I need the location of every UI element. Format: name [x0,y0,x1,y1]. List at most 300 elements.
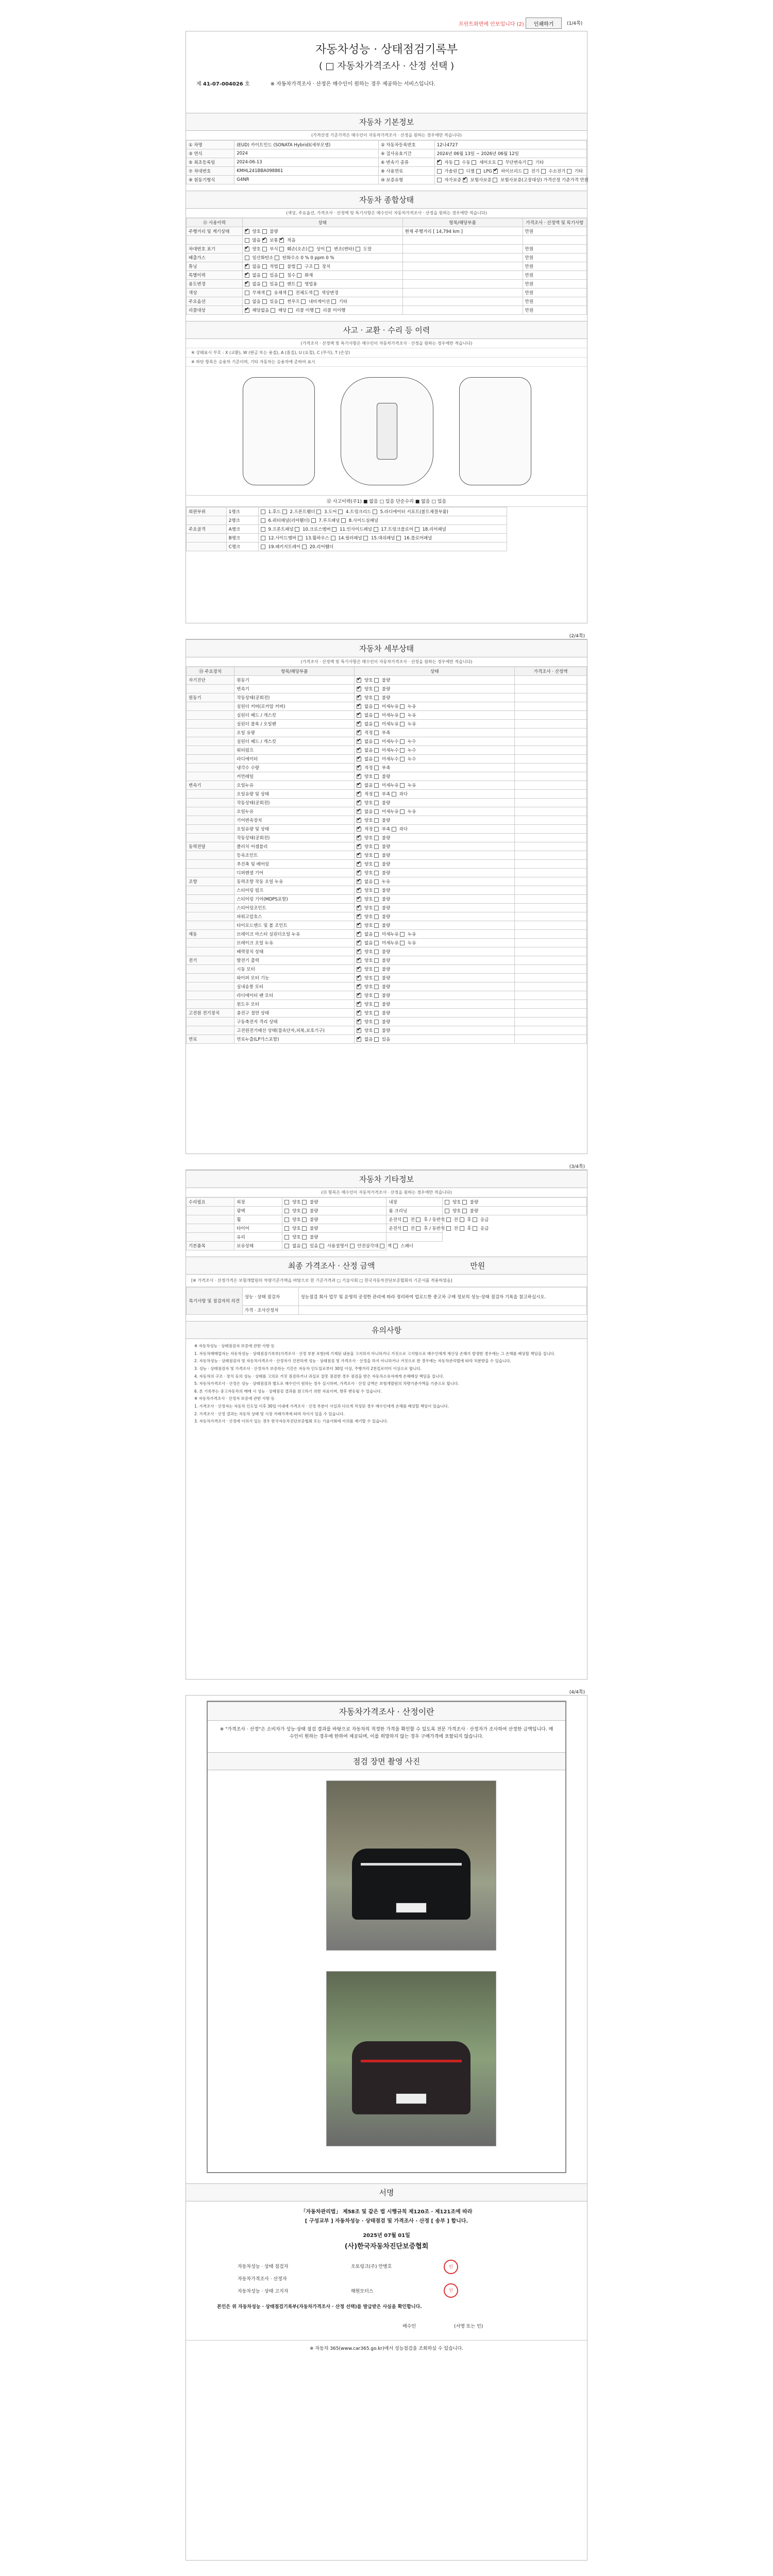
detail-status-row-cell: ✔ 없음 있음 [355,1035,515,1044]
detail-status-row-cell: ✔ 양호 불량 [355,842,515,851]
unchecked-box [245,291,249,295]
unchecked-box [374,950,379,954]
detail-status-row-cell [187,869,234,877]
basic-info-row-cell: ⑦ 차대번호 [187,167,234,176]
other-info-row-cell: 휠 [234,1215,282,1224]
frame-damage-row-cell: 외판부위 [187,507,227,516]
general-status-row-cell: 많음 ✔ 보통 ✔ 적음 [242,236,402,245]
detail-status-row-cell: 클러치 어셈블리 [234,842,355,851]
frame-damage-row-cell [187,543,227,551]
detail-status-row-cell: 연료 [187,1035,234,1044]
detail-status-row-cell: ✔ 없음 미세누유 누유 [355,807,515,816]
detail-status-row-cell: ✔ 양호 불량 [355,693,515,702]
unchecked-box [400,739,405,744]
detail-status-row-cell [187,737,234,746]
caution-line: 5. 자동차가격조사 · 산정은 성능 · 상태점검과 별도로 매수인이 원하는 경우 실시하며, 가격조사 · 산정 금액은 보험개발원의 차량기준가액을 기준으로 합니다. [194,1381,459,1386]
detail-status-row-cell: 변속기 [234,685,355,693]
detail-status-row-cell [515,807,587,816]
detail-status-row-cell [187,755,234,764]
detail-status-row [187,860,587,869]
detail-status-row-cell: 라디에이터 팬 모터 [234,991,355,1000]
photo-area [208,1770,565,2172]
guide-title: 자동차가격조사 · 산정이란 [208,1702,565,1721]
detail-status-row-cell: 디퍼렌셜 기어 [234,869,355,877]
checked-box [357,696,361,700]
frame-damage-row-cell: 1.후드 2.프론트휀더 3.도어 4.트렁크리드 5.라디에이터 서포트(볼트체결부품) [258,507,507,516]
detail-status-row-cell [187,982,234,991]
caution-line: 6. 본 기록부는 중고자동차의 매매 시 성능 · 상태점검 결과를 참고하기 위한 자료이며, 향후 변동될 수 있습니다. [194,1388,382,1394]
other-info-row [187,1207,587,1215]
detail-status-note: (가격조사 · 산정액 및 특기사항은 매수인이 자동차가격조사 · 산정을 원하는 경우에만 적습니다) [186,657,587,667]
other-info-row-cell: 양호 불량 [443,1198,587,1207]
unchecked-box [473,1226,477,1231]
detail-status-row-cell [515,947,587,956]
general-status-row-cell: 만원 [523,289,586,297]
unchecked-box [400,722,405,726]
detail-status-row-cell: 시동 모터 [234,965,355,974]
unchecked-box [476,169,481,174]
detail-status-row-cell: ✔ 양호 불량 [355,912,515,921]
general-status-row-cell [402,271,523,280]
sign-date: 2025년 07월 01일 [363,2232,410,2239]
detail-status-row-cell: 자기진단 [187,676,234,685]
buyer-sign: (서명 또는 인) [454,2324,483,2330]
detail-status-row-cell [187,807,234,816]
detail-status-row [187,1026,587,1035]
detail-status-row-cell [187,816,234,825]
detail-status-row [187,904,587,912]
general-status-row-cell: ✔ 없음 적법 불법 구조 장치 [242,262,402,271]
checked-box [245,247,249,251]
unchecked-box [314,291,318,295]
unchecked-box [374,722,379,726]
detail-status-row-cell [187,886,234,895]
other-info-row [187,1233,587,1242]
accident-history-note: (가격조사 · 산정액 및 특기사항은 매수인이 자동차가격조사 · 산정을 원하는 경우에만 적습니다) [186,339,587,348]
detail-status-row-cell: 원동기 [187,693,234,702]
detail-status-row-cell: 실린더 커버(로커암 커버) [234,702,355,711]
unchecked-box [460,1217,464,1222]
unchecked-box [374,687,379,691]
footer-note: ※ 자동차 365(www.car365.go.kr)에서 성능점검을 조회하실 수 있습니다. [186,2340,587,2355]
general-status-row-cell [402,245,523,253]
general-status-row [187,306,587,315]
detail-status-row-cell [187,921,234,930]
receiver-text: 본인은 위 자동차성능 · 상태점검기록부(자동차가격조사 · 산정 선택)를 발급받은 사실을 확인합니다. [217,2304,422,2310]
doc-warning: ※ 자동차가격조사 · 산정은 매수인이 원하는 경우 제공하는 서비스입니다. [270,81,435,87]
unchecked-box [374,888,379,893]
unchecked-box [392,792,396,796]
detail-status-row [187,1009,587,1018]
opinion-table [186,1287,587,1315]
other-info-row-cell: 기본품목 [187,1242,234,1250]
detail-status-row [187,842,587,851]
unchecked-box [279,247,284,251]
unchecked-box [311,518,316,523]
unchecked-box [374,774,379,779]
detail-status-row-cell [187,790,234,799]
seller-stamp: 인 [444,2283,458,2298]
detail-status-row [187,965,587,974]
basic-info-row-cell: 가솔린 디젤 LPG ✔ 하이브리드 전기 수소전기 기타 [434,167,586,176]
unchecked-box [473,1217,477,1222]
unchecked-box [374,836,379,840]
column-header: 상태 [242,218,402,227]
unchecked-box [302,1235,307,1240]
checked-box [357,1028,361,1033]
unchecked-box [374,704,379,709]
detail-status-row-cell: ✔ 적정 부족 과다 [355,825,515,834]
detail-status-row-cell: 연료누출(LP가스포함) [234,1035,355,1044]
unchecked-box [266,291,271,295]
detail-status-row-cell: 발전기 출력 [234,956,355,965]
checked-box [357,1002,361,1007]
unchecked-box [374,993,379,998]
detail-status-row [187,1035,587,1044]
detail-status-row-cell: ✔ 없음 미세누유 누유 [355,720,515,728]
print-button[interactable]: 인쇄하기 [526,18,562,29]
detail-status-row-cell: ✔ 없음 미세누유 누유 [355,939,515,947]
detail-status-row-cell [515,685,587,693]
detail-status-row-cell: 스티어링 펌프 [234,886,355,895]
unchecked-box [374,976,379,980]
detail-status-row-cell [515,1035,587,1044]
detail-status-row-cell [515,737,587,746]
general-status-row-cell: 색상 [187,289,243,297]
unchecked-box [374,757,379,761]
detail-status-row-cell: 구동축전지 격리 상태 [234,1018,355,1026]
doc-subtitle: ( □ 자동차가격조사 · 산정 선택 ) [318,61,455,72]
checked-box [357,897,361,902]
sign-block [186,2208,587,2252]
general-status-row-cell: 만원 [523,280,586,289]
other-info-row-cell: 양호 불량 [282,1198,386,1207]
caution-line: 3. 성능 · 상태점검자 및 가격조사 · 산정자가 보증하는 기간은 자동차 인도일로부터 30일 이상, 주행거리 2천킬로미터 이상으로 합니다. [194,1366,422,1371]
detail-status-row-cell [515,851,587,860]
other-info-row-cell: 유리 [234,1233,282,1242]
detail-status-row [187,737,587,746]
column-header: 가격조사 · 산정액 및 특기사항 [523,218,586,227]
unchecked-box [316,510,321,514]
basic-info-table [186,140,587,184]
other-info-row [187,1224,587,1233]
basic-info-row-cell: ⑨ 원동기형식 [187,176,234,184]
unchecked-box [350,1244,355,1248]
general-status-row-cell: 일산화탄소 탄화수소 0 % 0 ppm 0 % [242,253,402,262]
detail-status-row-cell: 파워고압호스 [234,912,355,921]
general-status-row-cell [402,306,523,315]
other-info-row-cell: 양호 불량 [443,1207,587,1215]
detail-status-row-cell: 배력장치 상태 [234,947,355,956]
general-status-row-cell: 만원 [523,245,586,253]
checked-box [357,704,361,709]
detail-status-row [187,790,587,799]
detail-status-row-cell: 등속조인트 [234,851,355,860]
basic-info-row-cell: 2024년 06월 13일 ~ 2026년 06월 12일 [434,149,586,158]
detail-status-row [187,764,587,772]
other-info-row-cell: 수리필요 [187,1198,234,1207]
unchecked-box [374,1020,379,1024]
opinion-price-value [298,1306,586,1315]
checked-box [357,1020,361,1024]
unchecked-box [356,247,360,251]
general-status-row-cell [187,236,243,245]
general-status-row-cell: 튜닝 [187,262,243,271]
final-price-unit: 만원 [470,1261,485,1270]
detail-status-row-cell [187,1018,234,1026]
inspector-label: 자동차성능 · 상태 점검자 [238,2264,289,2270]
detail-status-row-cell: 전기 [187,956,234,965]
detail-status-row [187,869,587,877]
basic-info-row [187,149,587,158]
detail-status-row-cell: ✔ 양호 불량 [355,869,515,877]
other-info-row [187,1242,587,1250]
checked-box [357,844,361,849]
detail-status-row-cell [515,956,587,965]
detail-status-row-cell [515,904,587,912]
detail-status-row [187,720,587,728]
unchecked-box [400,757,405,761]
front-car-photo [326,1781,496,1951]
unchecked-box [462,1200,467,1205]
accident-legend: ※ 상태표시 부호 : X (교환), W (판금 또는 용접), A (흠집), U (요철), C (부식), T (손상) [186,348,587,358]
checked-box [357,941,361,945]
caution-line: 4. 자동차의 구조 · 장치 등의 성능 · 상태를 고의로 거짓 점검하거나 과실로 잘못 점검한 경우 점검을 받은 자동차소유자에게 손해배상 책임을 집니다. [194,1374,444,1379]
detail-status-row-cell [187,728,234,737]
detail-status-row-cell: ✔ 없음 누유 [355,877,515,886]
unchecked-box [472,160,476,165]
checked-box [463,178,467,182]
unchecked-box [524,169,528,174]
other-info-row-cell: 광택 [234,1207,282,1215]
checked-box [357,958,361,963]
detail-status-row-cell [515,921,587,930]
frame-damage-row [187,507,587,516]
general-status-row-cell [402,280,523,289]
general-status-row-cell: 만원 [523,253,586,262]
unchecked-box [288,308,293,313]
detail-status-row [187,851,587,860]
opinion-inspector-label: 성능 · 상태 점검자 [242,1287,298,1306]
detail-status-row [187,1018,587,1026]
checked-box [357,809,361,814]
detail-status-row-cell [187,851,234,860]
general-status-row-cell [402,289,523,297]
unchecked-box [528,160,532,165]
unchecked-box [445,1200,449,1205]
unchecked-box [261,510,265,514]
unchecked-box [279,273,284,278]
detail-status-row-cell [515,982,587,991]
other-info-title: 자동차 기타정보 [186,1170,587,1188]
detail-status-row-cell: 오일누유 [234,781,355,790]
unchecked-box [262,299,267,304]
unchecked-box [262,264,267,269]
unchecked-box [541,169,546,174]
detail-status-row-cell [515,799,587,807]
detail-status-row-cell: 실린더 블록 / 오일팬 [234,720,355,728]
unchecked-box [403,1226,408,1231]
detail-status-row-cell [515,816,587,825]
other-info-row-cell [187,1224,234,1233]
detail-status-row [187,702,587,711]
unchecked-box [314,264,319,269]
general-status-row-cell: 주요옵션 [187,297,243,306]
detail-status-row [187,982,587,991]
column-header: 항목/해당부품 [402,218,523,227]
unchecked-box [396,536,401,540]
page-number: (1/4쪽) [567,21,583,26]
caution-line: 1. 자동차매매업자는 자동차성능 · 상태점검기록부(가격조사 · 산정 부분 포함)에 기재된 내용을 고지하지 아니하거나 거짓으로 고지함으로 매수인에게 재산상 손해가 발생한 경우에는 그 손해를 배상할 책임을 집니다. [194,1351,556,1356]
sign-org: (사)한국자동차진단보증협회 [344,2242,429,2250]
doc-title: 자동차성능 · 상태점검기록부 [315,43,458,56]
unchecked-box [374,914,379,919]
checked-box [357,713,361,718]
unchecked-box [245,238,249,243]
unchecked-box [374,897,379,902]
unchecked-box [437,178,442,182]
unchecked-box [374,748,379,753]
column-header: ⑪ 사용이력 [187,218,243,227]
other-info-row [187,1198,587,1207]
detail-status-row-cell [515,895,587,904]
detail-status-row-cell: ✔ 양호 불량 [355,1018,515,1026]
unchecked-box [374,696,379,700]
other-info-row-cell: 외장 [234,1198,282,1207]
unchecked-box [331,536,335,540]
seller-name: 해원모터스 [351,2289,374,2295]
checked-box [262,238,267,243]
detail-status-row-cell [187,720,234,728]
other-info-row-cell: 내장 [386,1198,443,1207]
checked-box [245,273,249,278]
frame-damage-row-cell: 19.패키지트레이 20.리어휀더 [258,543,507,551]
detail-status-row-cell: 와이퍼 모터 기능 [234,974,355,982]
accident-history-title: 사고 · 교환 · 수리 등 이력 [186,321,587,339]
car-damage-diagram [186,367,587,496]
unchecked-box [374,941,379,945]
detail-status-row-cell: 제동 [187,930,234,939]
unchecked-box [302,1226,307,1231]
detail-status-row-cell [515,1000,587,1009]
unchecked-box [460,1226,464,1231]
general-status-row-cell: 만원 [523,271,586,280]
checked-box [357,722,361,726]
general-status-note: (색상, 주요옵션, 가격조사 · 산정액 및 특기사항은 매수인이 자동차가격조사 · 산정을 원하는 경우에만 적습니다) [186,209,587,218]
unchecked-box [567,169,572,174]
accident-flag-row: ⑫ 사고이력(주1) ■ 없음 □ 있음 단순수리 ■ 없음 □ 있음 [186,496,587,507]
caution-body [186,1339,587,1430]
final-price-note: [※ 가격조사 · 산정가격은 보험개발원의 차량기준가액을 바탕으로 한 기준가격과 □ 기술사회 □ 한국자동차진단보증협회의 기준서를 적용하였음] [186,1275,587,1287]
unchecked-box [261,527,265,532]
column-header: ⑬ 주요장치 [187,667,234,676]
unchecked-box [374,906,379,910]
unchecked-box [374,844,379,849]
detail-status-row-cell [515,676,587,685]
unchecked-box [400,932,405,937]
detail-status-row-cell [515,711,587,720]
detail-status-row [187,921,587,930]
general-status-row-cell [402,262,523,271]
detail-status-row-cell: 커먼레일 [234,772,355,781]
detail-status-row [187,974,587,982]
general-status-row-cell: 만원 [523,297,586,306]
detail-status-row-cell: 동력조향 작동 오일 누유 [234,877,355,886]
page-number-4: (4/4쪽) [569,1690,585,1695]
unchecked-box [374,809,379,814]
detail-status-row-cell [515,693,587,702]
general-status-row-cell [402,297,523,306]
detail-status-row-cell [187,860,234,869]
detail-status-row-cell [515,781,587,790]
unchecked-box [374,1011,379,1015]
detail-status-row-cell [187,939,234,947]
caution-line: ※ 자동차가격조사 · 산정자 보증에 관한 사항 등 [194,1396,275,1401]
unchecked-box [261,545,265,549]
checked-box [357,993,361,998]
checked-box [357,739,361,744]
general-status-row-cell: 특별이력 [187,271,243,280]
detail-status-row-cell: 오일유량 및 상태 [234,790,355,799]
detail-status-row-cell: 작동상태(공회전) [234,693,355,702]
basic-info-note: (가격산정 기준가격은 매수인이 자동차가격조사 · 산정을 원하는 경우에만 적습니다) [186,131,587,140]
detail-status-row-cell [515,720,587,728]
detail-status-row-cell: 라디에이터 [234,755,355,764]
detail-status-row-cell [515,965,587,974]
general-status-table [186,218,587,315]
detail-status-row-cell [187,1026,234,1035]
checked-box [357,801,361,805]
unchecked-box [302,1244,307,1248]
detail-status-row [187,956,587,965]
general-status-row-cell: 무채색 유채색 전체도색 색상변경 [242,289,402,297]
checked-box [245,308,249,313]
detail-status-row-cell: ✔ 양호 불량 [355,685,515,693]
detail-status-row-cell: 브레이크 오일 누유 [234,939,355,947]
basic-info-row-cell: ③ 연식 [187,149,234,158]
detail-status-row [187,912,587,921]
detail-status-row-cell [187,772,234,781]
other-info-row-cell [187,1215,234,1224]
checked-box [357,923,361,928]
detail-status-row-cell [187,685,234,693]
checked-box [437,160,442,165]
checked-box [357,950,361,954]
frame-damage-row [187,543,587,551]
detail-status-row-cell: ✔ 양호 불량 [355,886,515,895]
detail-status-row-cell [515,1009,587,1018]
detail-status-row [187,895,587,904]
detail-status-row-cell [187,1000,234,1009]
page-4 [186,1690,587,2561]
detail-status-row-cell: ✔ 없음 미세누유 누유 [355,930,515,939]
unchecked-box [261,518,265,523]
unchecked-box [288,291,293,295]
detail-status-row-cell: ✔ 양호 불량 [355,991,515,1000]
detail-status-row-cell [515,702,587,711]
detail-status-row-cell [187,825,234,834]
unchecked-box [374,739,379,744]
detail-status-row-cell: 스티어링 기어(MDPS포함) [234,895,355,904]
general-status-row [187,245,587,253]
unchecked-box [462,1209,467,1213]
unchecked-box [275,256,279,260]
checked-box [357,757,361,761]
detail-status-row-cell: 작동상태(공회전) [234,799,355,807]
unchecked-box [262,273,267,278]
unchecked-box [374,527,378,532]
detail-status-row-cell [515,877,587,886]
